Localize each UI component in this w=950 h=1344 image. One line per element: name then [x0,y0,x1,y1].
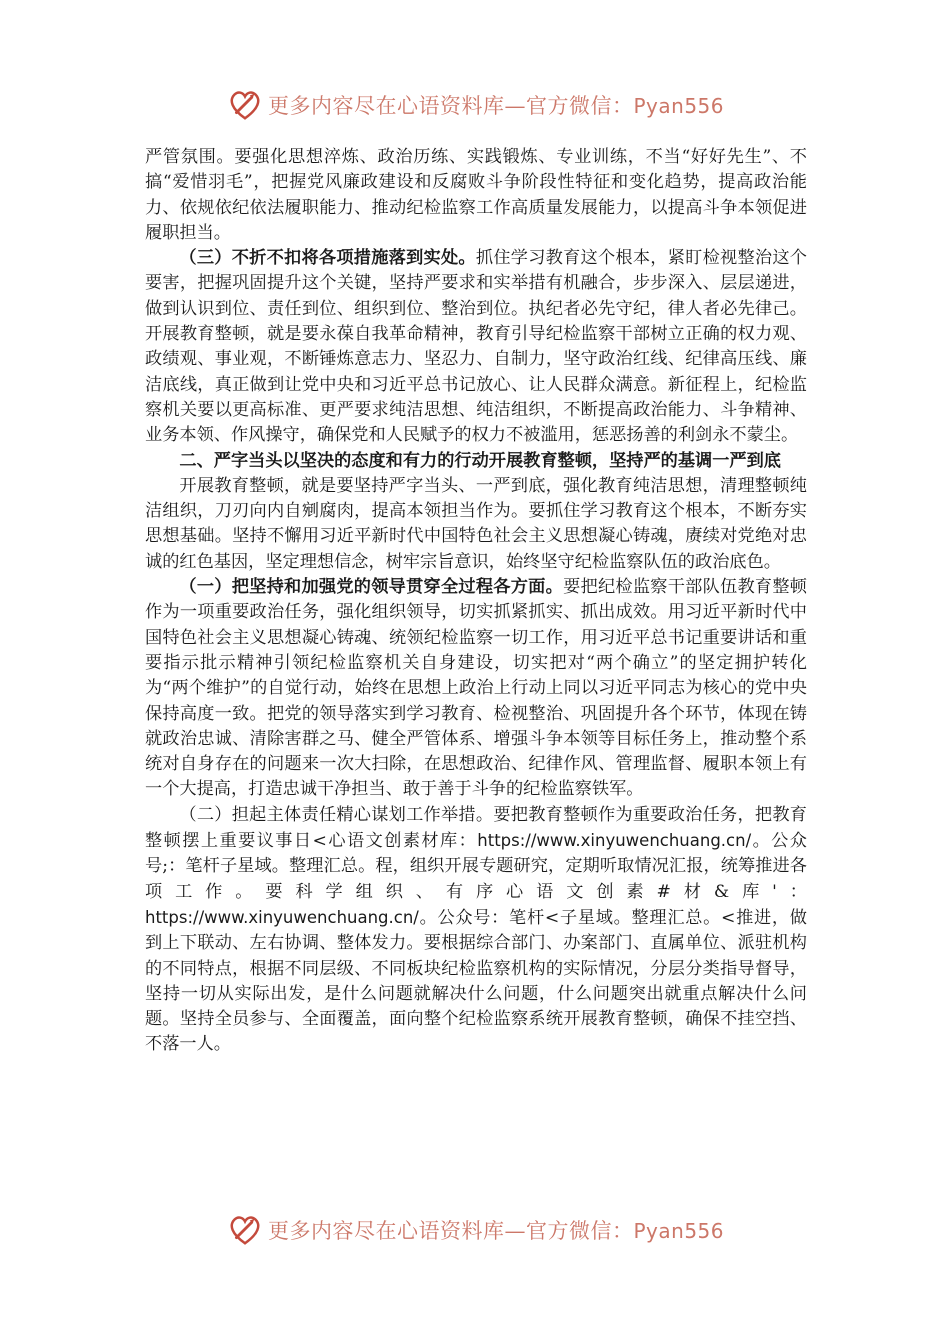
paragraph-4-text: 要把纪检监察干部队伍教育整顿作为一项重要政治任务，强化组织领导，切实抓紧抓实、抓出成效。用习近平新时代中国特色社会主义思想凝心铸魂、统领纪检监察一切工作，用习近平总书记重要讲话和重要指示批示精神引领纪检监察机关自身建设，切实把对“两个确立”的坚定拥护转化为“两个维护”的自觉行动，始终在思想上政治上行动上同以习近平同志为核心的党中央保持高度一致。把党的领导落实到学习教育、检视整治、巩固提升各个环节，体现在铸就政治忠诚、清除害群之马、健全严管体系、增强斗争本领等目标任务上，推动整个系统对自身存在的问题来一次大扫除，在思想政治、纪律作风、管理监督、履职本领上有一个大提高，打造忠诚干净担当、敢于善于斗争的纪检监察铁军。 [145,577,807,800]
document-body [145,145,807,1058]
banner-text [268,90,724,120]
banner-main-text: 更多内容尽在心语资料库—官方微信： [267,1219,634,1243]
paragraph-4 [145,575,807,803]
paragraph-5-url-1: https://www.xinyuwenchuang.cn/ [477,831,752,851]
heart-pen-logo-icon [226,1211,264,1249]
subheading-1: （一）把坚持和加强党的领导贯穿全过程各方面。 [179,577,564,598]
paragraph-5 [145,803,807,1058]
paragraph-3: 开展教育整顿，就是要坚持严字当头、一严到底，强化教育纯洁思想，清理整顿纯洁组织，刀刃向内自剜腐肉，提高本领担当作为。要抓住学习教育这个根本，不断夯实思想基础。坚持不懈用习近平新时代中国特色社会主义思想凝心铸魂，赓续对党绝对忠诚的红色基因，坚定理想信念，树牢宗旨意识，始终坚守纪检监察队伍的政治底色。 [145,475,807,572]
paragraph-5-text-c: 。公众号：笔杆<子星域。整理汇总。<推进，做到上下联动、左右协调、整体发力。要根据综合部门、办案部门、直属单位、派驻机构的不同特点，根据不同层级、不同板块纪检监察机构的实际情况，分层分类指导督导，坚持一切从实际出发，是什么问题就解决什么问题，什么问题突出就重点解决什么问题。坚持全员参与、全面覆盖，面向整个纪检监察系统开展教育整顿，确保不挂空挡、不落一人。 [145,907,807,1055]
banner-text [268,1215,724,1245]
paragraph-5-url-2: https://www.xinyuwenchuang.cn/ [145,907,419,927]
banner-wechat-id: Pyan556 [633,94,724,118]
banner-main-text: 更多内容尽在心语资料库—官方微信： [267,94,634,118]
section-heading-2: 二、严字当头以坚决的态度和有力的行动开展教育整顿，坚持严的基调一严到底 [179,450,781,471]
heart-pen-logo-icon [226,86,264,124]
footer-watermark-banner [0,1210,950,1250]
paragraph-1: 严管氛围。要强化思想淬炼、政治历练、实践锻炼、专业训练，不当“好好先生”、不搞“爱惜羽毛”，把握党风廉政建设和反腐败斗争阶段性特征和变化趋势，提高政治能力、依规依纪依法履职能力、推动纪检监察工作高质量发展能力，以提高斗争本领促进履职担当。 [145,147,807,243]
paragraph-2-text: 抓住学习教育这个根本，紧盯检视整治这个要害，把握巩固提升这个关键，坚持严要求和实举措有机融合，步步深入、层层递进，做到认识到位、责任到位、组织到位、整治到位。执纪者必先守纪，律人者必先律己。开展教育整顿，就是要永葆自我革命精神，教育引导纪检监察干部树立正确的权力观、政绩观、事业观，不断锤炼意志力、坚忍力、自制力，坚守政治红线、纪律高压线、廉洁底线，真正做到让党中央和习近平总书记放心、让人民群众满意。新征程上，纪检监察机关要以更高标准、更严要求纯洁思想、纯洁组织，不断提高政治能力、斗争精神、业务本领、作风操守，确保党和人民赋予的权力不被滥用，惩恶扬善的利剑永不蒙尘。 [145,248,807,446]
paragraph-5-text-a: （二）担起主体责任精心谋划工作举措。要把教育整顿作为重要政治任务，把教育整顿摆上重要议事日<心语文创素材库： [145,804,807,852]
header-watermark-banner [0,85,950,125]
banner-wechat-id: Pyan556 [633,1219,724,1243]
paragraph-5-text-b: 。公众号;：笔杆子星域。整理汇总。程，组织开展专题研究，定期听取情况汇报，统筹推进各项工作。要科学组织、有序心语文创素#材&库'： [145,831,807,902]
paragraph-2 [145,246,807,448]
subheading-3: （三）不折不扣将各项措施落到实处。 [179,248,476,269]
